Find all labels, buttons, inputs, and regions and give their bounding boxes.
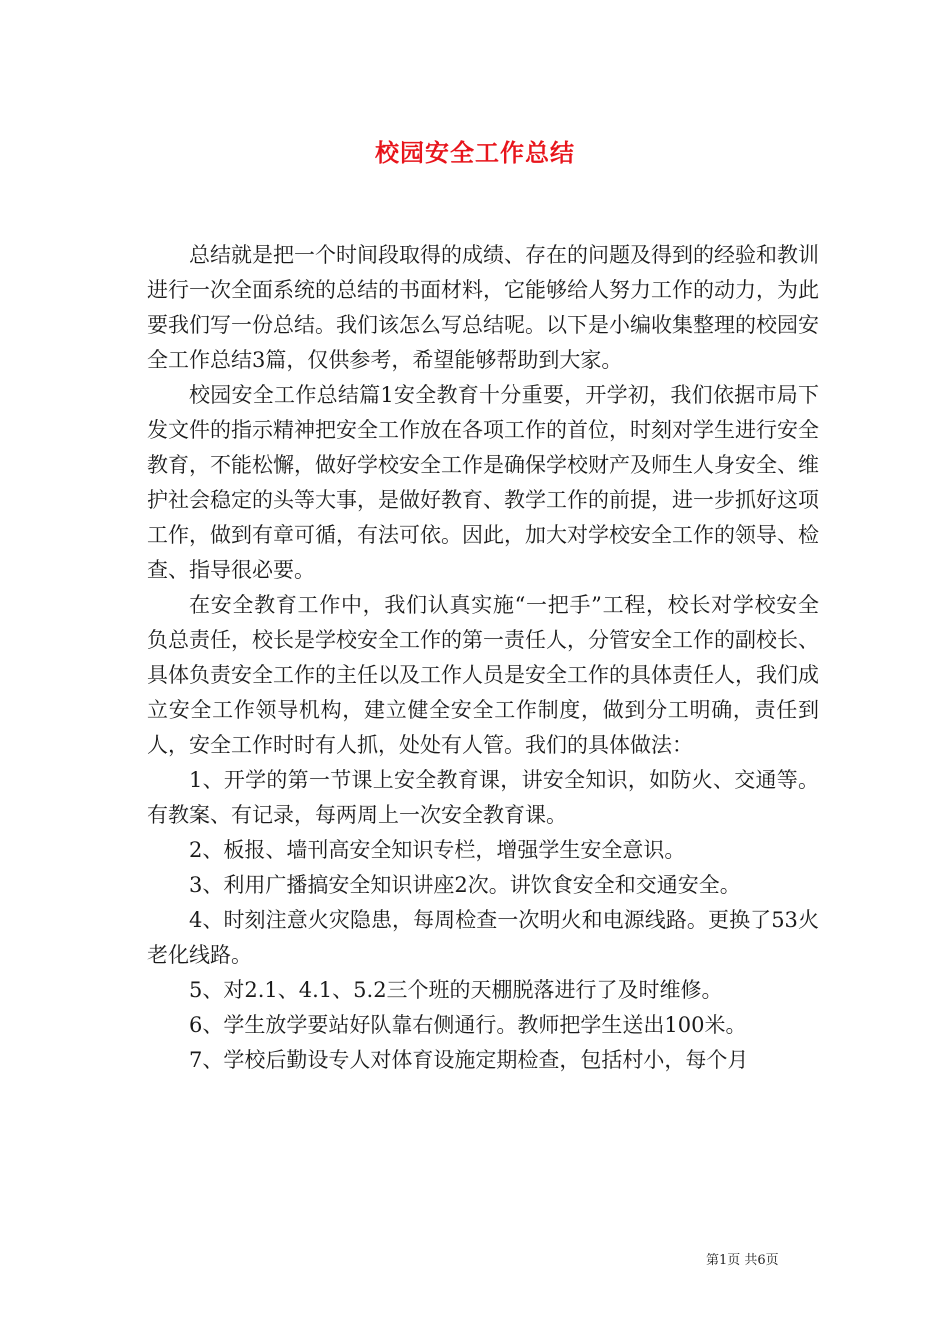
paragraph-responsibility: 在安全教育工作中，我们认真实施“一把手”工程，校长对学校安全负总责任，校长是学校安全工作的第一责任人，分管安全工作的副校长、具体负责安全工作的主任以及工作人员是安全工作的具体责任人，我们成立安全工作领导机构，建立健全安全工作制度，做到分工明确，责任到人，安全工作时时有人抓，处处有人管。我们的具体做法： — [147, 593, 819, 757]
paragraph-intro: 总结就是把一个时间段取得的成绩、存在的问题及得到的经验和教训进行一次全面系统的总结的书面材料，它能够给人努力工作的动力，为此要我们写一份总结。我们该怎么写总结呢。以下是小编收集整理的校园安全工作总结3篇，仅供参考，希望能够帮助到大家。 — [147, 243, 819, 372]
list-item-3: 3、利用广播搞安全知识讲座2次。讲饮食安全和交通安全。 — [189, 873, 741, 897]
document-title: 校园安全工作总结 — [375, 138, 575, 167]
list-item-1: 1、开学的第一节课上安全教育课，讲安全知识，如防火、交通等。有教案、有记录，每两周上一次安全教育课。 — [147, 768, 819, 827]
list-item-4: 4、时刻注意火灾隐患，每周检查一次明火和电源线路。更换了53火老化线路。 — [147, 908, 819, 967]
list-item-7: 7、学校后勤设专人对体育设施定期检查，包括村小，每个月 — [189, 1048, 749, 1072]
list-item-2: 2、板报、墙刊高安全知识专栏，增强学生安全意识。 — [189, 838, 686, 862]
list-item-6: 6、学生放学要站好队靠右侧通行。教师把学生送出100米。 — [189, 1013, 747, 1037]
paragraph-overview: 校园安全工作总结篇1安全教育十分重要，开学初，我们依据市局下发文件的指示精神把安全工作放在各项工作的首位，时刻对学生进行安全教育，不能松懈，做好学校安全工作是确保学校财产及师生人身安全、维护社会稳定的头等大事，是做好教育、教学工作的前提，进一步抓好这项工作，做到有章可循，有法可依。因此，加大对学校安全工作的领导、检查、指导很必要。 — [147, 383, 819, 582]
page-number: 第1页 共6页 — [706, 1253, 779, 1268]
list-item-5: 5、对2.1、4.1、5.2三个班的天棚脱落进行了及时维修。 — [189, 978, 723, 1002]
document-body — [147, 238, 819, 1078]
